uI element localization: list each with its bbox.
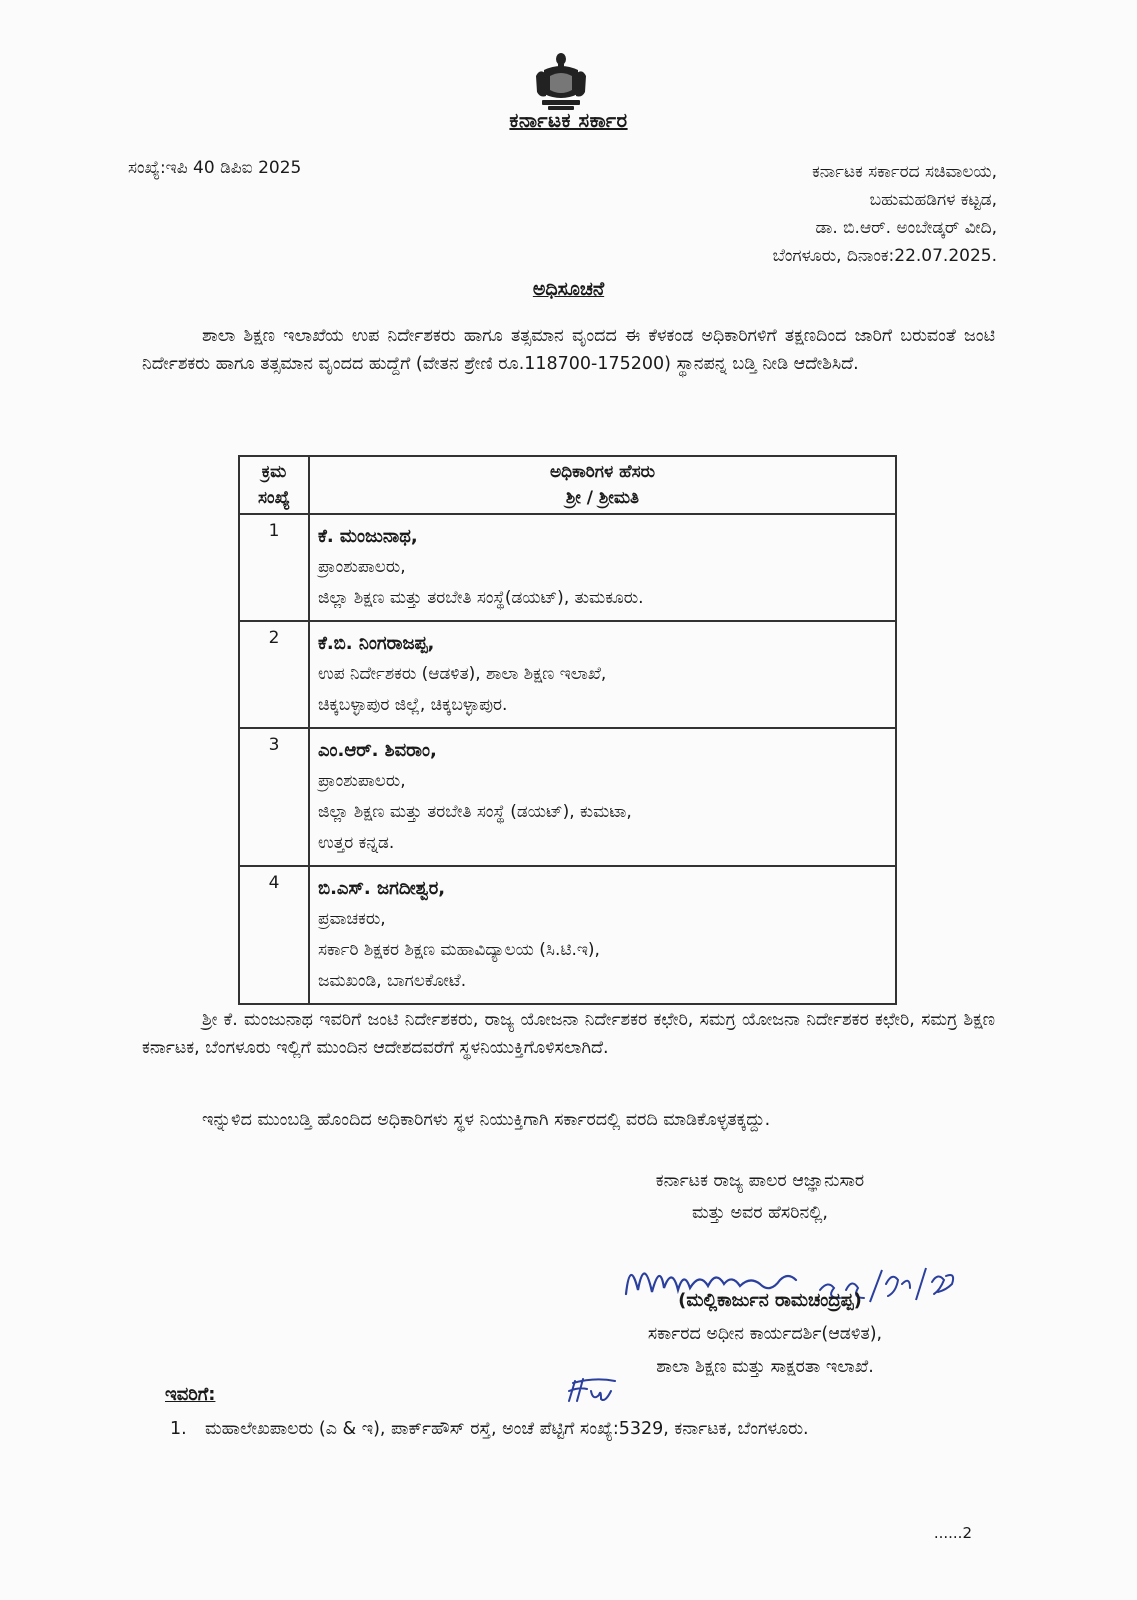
officer-details	[309, 728, 896, 866]
signatory-name: (ಮಲ್ಲಿಕಾರ್ಜುನ ರಾಮಚಂದ್ರಪ್ಪ)	[678, 1290, 862, 1311]
recipient-number: 1.	[170, 1419, 187, 1439]
notification-body: ಶಾಲಾ ಶಿಕ್ಷಣ ಇಲಾಖೆಯ ಉಪ ನಿರ್ದೇಶಕರು ಹಾಗೂ ತತ್ಸಮಾನ ವೃಂದದ ಈ ಕೆಳಕಂಡ ಅಧಿಕಾರಿಗಳಿಗೆ ತಕ್ಷಣದಿಂದ ಜಾರಿಗೆ ಬರುವಂತೆ ಜಂಟಿ ನಿರ್ದೇಶಕರು ಹಾಗೂ ತತ್ಸಮಾನ ವೃಂದದ ಹುದ್ದೆಗೆ (ವೇತನ ಶ್ರೇಣಿ ರೂ.118700-175200) ಸ್ಥಾನಪನ್ನ ಬಡ್ತಿ ನೀಡಿ ಆದೇಶಿಸಿದೆ.	[142, 326, 995, 374]
officer-line: ಪ್ರಾಂಶುಪಾಲರು,	[318, 771, 406, 791]
address-line: ಕರ್ನಾಟಕ ಸರ್ಕಾರದ ಸಚಿವಾಲಯ,	[812, 162, 997, 182]
recipient-item	[170, 1414, 1000, 1444]
office-address	[773, 158, 997, 270]
notification-title: ಅಧಿಸೂಚನೆ	[532, 278, 605, 300]
officer-details	[309, 514, 896, 621]
order-number: ಸಂಖ್ಯೆ:ಇಪಿ 40 ಡಿಪಿಐ 2025	[128, 158, 302, 178]
report-paragraph: ಇನ್ನುಳಿದ ಮುಂಬಡ್ತಿ ಹೊಂದಿದ ಅಧಿಕಾರಿಗಳು ಸ್ಥಳ ನಿಯುಕ್ತಿಗಾಗಿ ಸರ್ಕಾರದಲ್ಲಿ ವರದಿ ಮಾಡಿಕೊಳ್ಳತಕ್ಕದ್ದು.	[202, 1110, 771, 1130]
government-title: ಕರ್ನಾಟಕ ಸರ್ಕಾರ	[509, 108, 628, 132]
officer-name: ಕೆ. ಮಂಜುನಾಥ,	[318, 526, 418, 547]
serial-number: 4	[239, 866, 309, 1004]
officer-line: ಜಮಖಂಡಿ, ಬಾಗಲಕೋಟೆ.	[318, 971, 467, 991]
serial-number: 1	[239, 514, 309, 621]
officer-line: ಪ್ರವಾಚಕರು,	[318, 909, 386, 929]
officer-line: ಪ್ರಾಂಶುಪಾಲರು,	[318, 557, 406, 577]
table-row	[239, 621, 896, 728]
address-line: ಡಾ. ಬಿ.ಆರ್. ಅಂಬೇಡ್ಕರ್ ವೀದಿ,	[815, 218, 997, 238]
table-row	[239, 728, 896, 866]
officer-line: ಉತ್ತರ ಕನ್ನಡ.	[318, 833, 395, 853]
handwritten-initials	[565, 1375, 625, 1405]
karnataka-emblem-icon	[534, 50, 588, 112]
recipient-text: ಮಹಾಲೇಖಪಾಲರು (ಎ & ಇ), ಪಾರ್ಕ್‌ಹೌಸ್ ರಸ್ತೆ, ಅಂಚೆ ಪೆಟ್ಟಿಗೆ ಸಂಖ್ಯೆ:5329, ಕರ್ನಾಟಕ, ಬೆಂಗಳೂರು.	[205, 1419, 809, 1439]
designation-line: ಸರ್ಕಾರದ ಅಧೀನ ಕಾರ್ಯದರ್ಶಿ(ಆಡಳಿತ),	[647, 1324, 883, 1344]
officer-line: ಸರ್ಕಾರಿ ಶಿಕ್ಷಕರ ಶಿಕ್ಷಣ ಮಹಾವಿದ್ಯಾಲಯ (ಸಿ.ಟಿ.ಇ),	[318, 940, 600, 960]
officer-details	[309, 621, 896, 728]
serial-number: 3	[239, 728, 309, 866]
address-line: ಬಹುಮಹಡಿಗಳ ಕಟ್ಟಡ,	[869, 190, 997, 210]
recipients-label: ಇವರಿಗೆ:	[165, 1384, 216, 1405]
deployment-paragraph: ಶ್ರೀ ಕೆ. ಮಂಜುನಾಥ ಇವರಿಗೆ ಜಂಟಿ ನಿರ್ದೇಶಕರು, ರಾಜ್ಯ ಯೋಜನಾ ನಿರ್ದೇಶಕರ ಕಛೇರಿ, ಸಮಗ್ರ ಯೋಜನಾ ನಿರ್ದೇಶಕರ ಕಛೇರಿ, ಸಮಗ್ರ ಶಿಕ್ಷಣ ಕರ್ನಾಟಕ, ಬೆಂಗಳೂರು ಇಲ್ಲಿಗೆ ಮುಂದಿನ ಆದೇಶದವರೆಗೆ ಸ್ಥಳನಿಯುಕ್ತಿಗೊಳಿಸಲಾಗಿದೆ.	[142, 1010, 995, 1058]
authority-block	[560, 1165, 960, 1229]
table-header-row	[239, 456, 896, 514]
designation-line: ಶಾಲಾ ಶಿಕ್ಷಣ ಮತ್ತು ಸಾಕ್ಷರತಾ ಇಲಾಖೆ.	[656, 1357, 874, 1377]
table-row	[239, 866, 896, 1004]
officer-line: ಚಿಕ್ಕಬಳ್ಳಾಪುರ ಜಿಲ್ಲೆ, ಚಿಕ್ಕಬಳ್ಳಾಪುರ.	[318, 695, 508, 715]
officer-details	[309, 866, 896, 1004]
officer-line: ಜಿಲ್ಲಾ ಶಿಕ್ಷಣ ಮತ್ತು ತರಬೇತಿ ಸಂಸ್ಥೆ (ಡಯಟ್), ಕುಮಟಾ,	[318, 802, 632, 822]
serial-column-header: ಕ್ರಮ ಸಂಖ್ಯೆ	[239, 456, 309, 514]
officer-name: ಕೆ.ಬಿ. ನಿಂಗರಾಜಪ್ಪ,	[318, 633, 435, 654]
authority-line: ಮತ್ತು ಅವರ ಹೆಸರಿನಲ್ಲಿ,	[691, 1203, 828, 1223]
serial-number: 2	[239, 621, 309, 728]
officer-name: ಬಿ.ಎಸ್. ಜಗದೀಶ್ವರ,	[318, 878, 446, 899]
name-column-header: ಅಧಿಕಾರಿಗಳ ಹೆಸರು ಶ್ರೀ / ಶ್ರೀಮತಿ	[309, 456, 896, 514]
authority-line: ಕರ್ನಾಟಕ ರಾಜ್ಯ ಪಾಲರ ಆಜ್ಞಾನುಸಾರ	[655, 1171, 865, 1191]
officer-line: ಉಪ ನಿರ್ದೇಶಕರು (ಆಡಳಿತ), ಶಾಲಾ ಶಿಕ್ಷಣ ಇಲಾಖೆ,	[318, 664, 607, 684]
table-row	[239, 514, 896, 621]
officer-line: ಜಿಲ್ಲಾ ಶಿಕ್ಷಣ ಮತ್ತು ತರಬೇತಿ ಸಂಸ್ಥೆ(ಡಯಟ್), ತುಮಕೂರು.	[318, 588, 644, 608]
officers-table	[238, 455, 897, 1005]
page-continuation: ......2	[933, 1524, 972, 1542]
address-date-line: ಬೆಂಗಳೂರು, ದಿನಾಂಕ:22.07.2025.	[772, 246, 997, 266]
officer-name: ಎಂ.ಆರ್. ಶಿವರಾಂ,	[318, 740, 437, 761]
